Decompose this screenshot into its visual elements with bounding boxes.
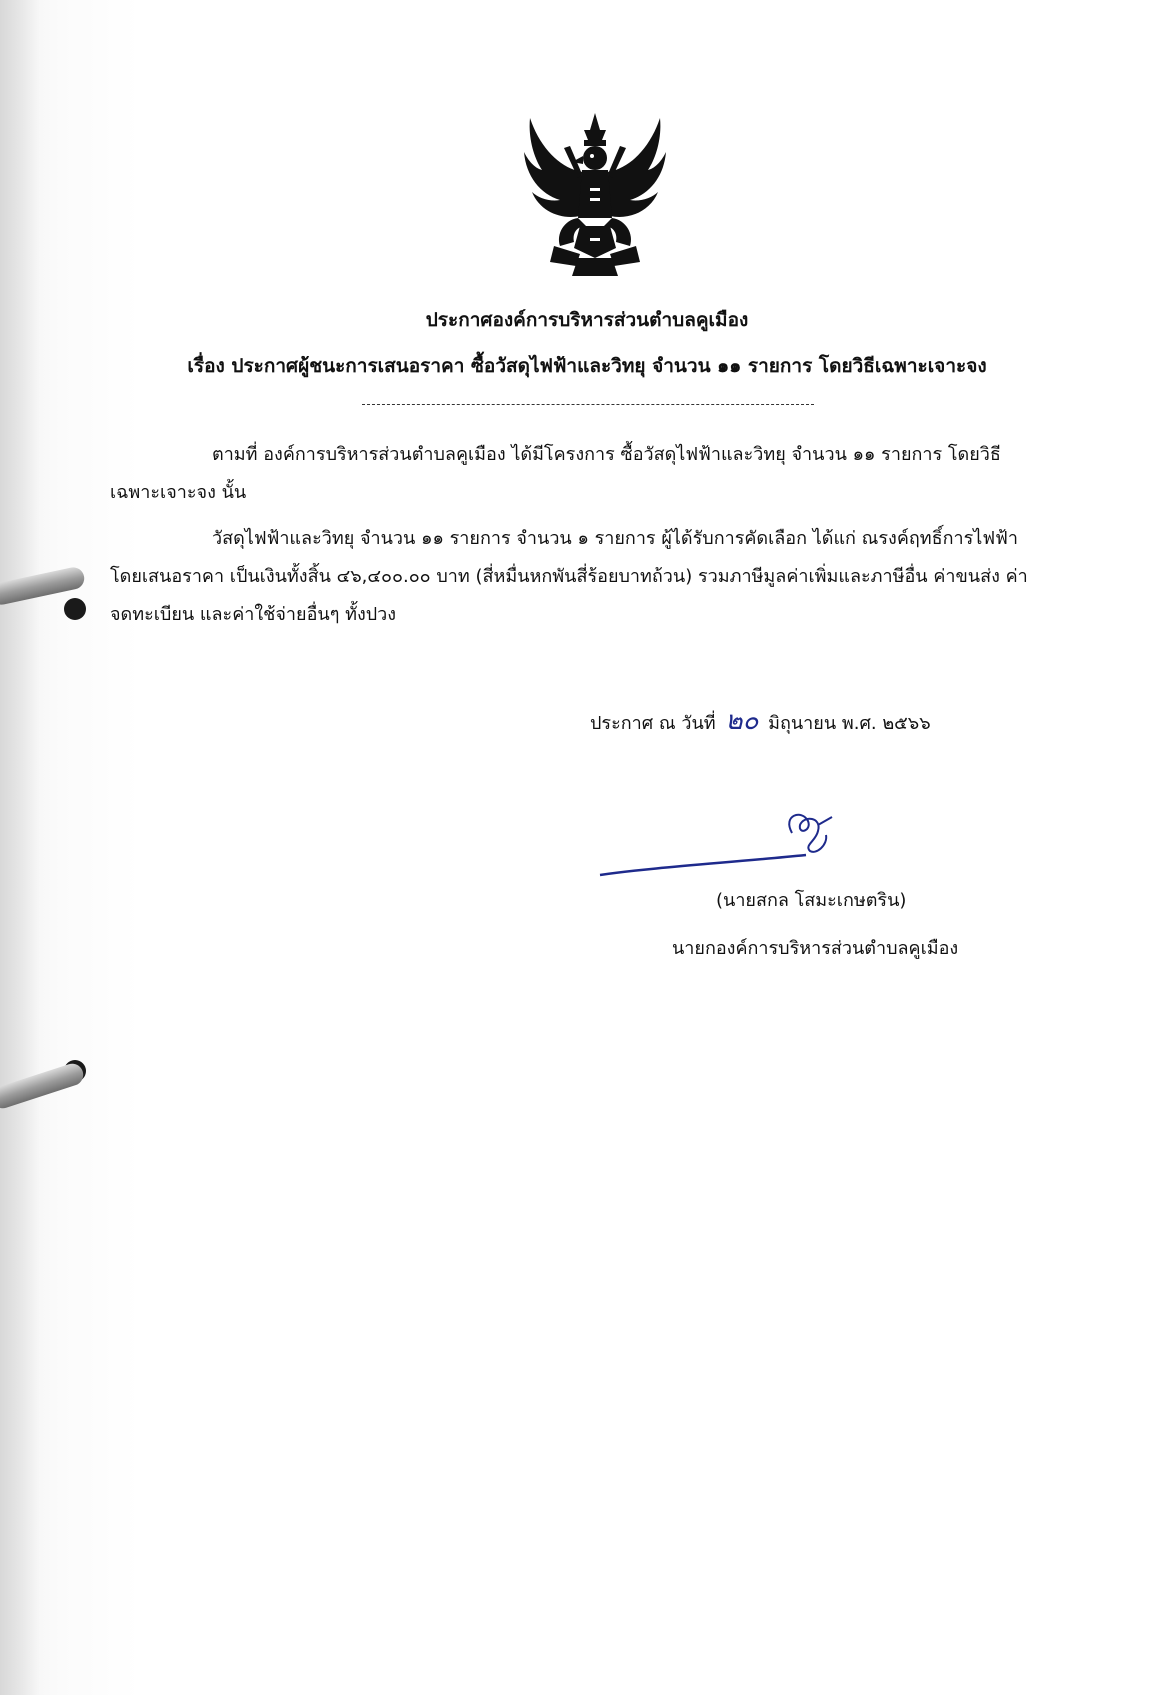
- paragraph-text: ตามที่ องค์การบริหารส่วนตำบลคูเมือง ได้มีโครงการ ซื้อวัสดุไฟฟ้าและวิทยุ จำนวน ๑๑ รายการ โดยวิธีเฉพาะเจาะจง นั้น: [110, 444, 1001, 503]
- subject-heading: เรื่อง ประกาศผู้ชนะการเสนอราคา ซื้อวัสดุไฟฟ้าและวิทยุ จำนวน ๑๑ รายการ โดยวิธีเฉพาะเจาะจง: [187, 355, 987, 377]
- divider: [362, 404, 814, 405]
- binder-hole: [64, 598, 86, 620]
- paragraph-text: วัสดุไฟฟ้าและวิทยุ จำนวน ๑๑ รายการ จำนวน ๑ รายการ ผู้ได้รับการคัดเลือก ได้แก่ ณรงค์ฤทธิ์การไฟฟ้า โดยเสนอราคา เป็นเงินทั้งสิ้น ๔๖,๔๐๐.๐๐ บาท (สี่หมื่นหกพันสี่ร้อยบาทถ้วน) รวมภาษีมูลค่าเพิ่มและภาษีอื่น ค่าขนส่ง ค่าจดทะเบียน และค่าใช้จ่ายอื่นๆ ทั้งปวง: [110, 528, 1028, 625]
- signer-title: นายกองค์การบริหารส่วนตำบลคูเมือง: [672, 938, 959, 959]
- signature-mark: [596, 805, 856, 885]
- paragraph-project: [110, 436, 1045, 512]
- garuda-emblem-icon: [520, 108, 670, 280]
- announcement-date: [590, 700, 931, 741]
- page-shadow: [0, 0, 40, 1695]
- signer-name: (นายสกล โสมะเกษตริน): [716, 890, 907, 911]
- date-day-handwritten: ๒๐: [725, 706, 759, 736]
- paragraph-winner: [110, 520, 1045, 634]
- issuer-heading: ประกาศองค์การบริหารส่วนตำบลคูเมือง: [425, 309, 749, 331]
- date-suffix: มิถุนายน พ.ศ. ๒๕๖๖: [768, 713, 931, 734]
- date-prefix: ประกาศ ณ วันที่: [590, 713, 716, 734]
